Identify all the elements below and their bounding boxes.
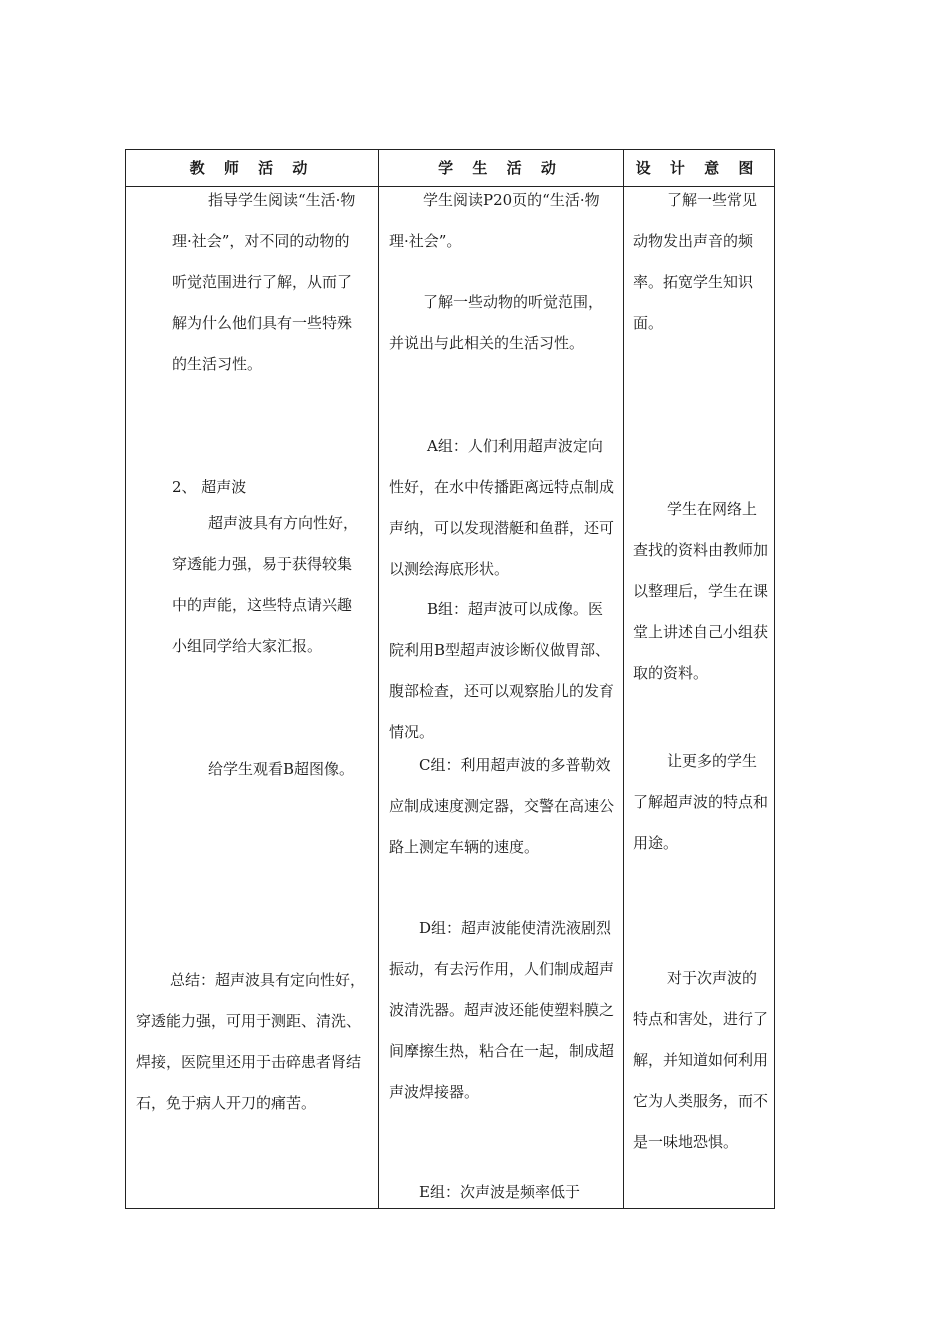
student-group-report: D组：超声波能使清洗液剧烈振动，有去污作用，人们制成超声波清洗器。超声波还能使塑料膜之间摩擦生热，粘合在一起，制成超声波焊接器。 — [389, 919, 615, 1101]
student-paragraph: 学生阅读P20页的“生活·物理·社会”。 — [389, 191, 600, 250]
teacher-section-title: 2、 超声波 — [172, 478, 247, 496]
column-divider — [378, 150, 379, 1208]
student-group-report: C组：利用超声波的多普勒效应制成速度测定器，交警在高速公路上测定车辆的速度。 — [389, 756, 615, 856]
header-student-activity: 学 生 活 动 — [438, 159, 563, 177]
teacher-summary: 总结：超声波具有定向性好，穿透能力强，可用于测距、清洗、焊接，医院里还用于击碎患者肾结石，免于病人开刀的痛苦。 — [136, 971, 366, 1112]
lesson-plan-table — [125, 149, 775, 1209]
header-design-intent: 设 计 意 图 — [635, 159, 761, 177]
student-group-report: B组：超声波可以成像。医院利用B型超声波诊断仪做胃部、腹部检查，还可以观察胎儿的发育情况。 — [389, 600, 615, 741]
design-intent-paragraph: 对于次声波的特点和害处，进行了解，并知道如何利用它为人类服务，而不是一味地恐惧。 — [633, 969, 769, 1151]
student-group-report: A组：人们利用超声波定向性好，在水中传播距离远特点制成声纳，可以发现潜艇和鱼群，还可以测绘海底形状。 — [389, 437, 615, 578]
design-intent-paragraph: 学生在网络上查找的资料由教师加以整理后，学生在课堂上讲述自己小组获取的资料。 — [633, 500, 769, 682]
teacher-paragraph: 给学生观看B超图像。 — [208, 760, 355, 778]
design-intent-paragraph: 了解一些常见动物发出声音的频率。拓宽学生知识面。 — [633, 191, 758, 332]
design-intent-paragraph: 让更多的学生了解超声波的特点和用途。 — [633, 752, 769, 852]
teacher-paragraph: 超声波具有方向性好，穿透能力强，易于获得较集中的声能，这些特点请兴趣小组同学给大家汇报。 — [172, 514, 359, 655]
teacher-paragraph: 指导学生阅读“生活·物理·社会”，对不同的动物的听觉范围进行了解，从而了解为什么他们具有一些特殊的生活习性。 — [172, 191, 356, 373]
student-group-report: E组：次声波是频率低于 — [419, 1183, 580, 1201]
header-teacher-activity: 教 师 活 动 — [189, 159, 315, 177]
column-divider — [623, 150, 624, 1208]
student-paragraph: 了解一些动物的听觉范围，并说出与此相关的生活习性。 — [389, 293, 604, 352]
